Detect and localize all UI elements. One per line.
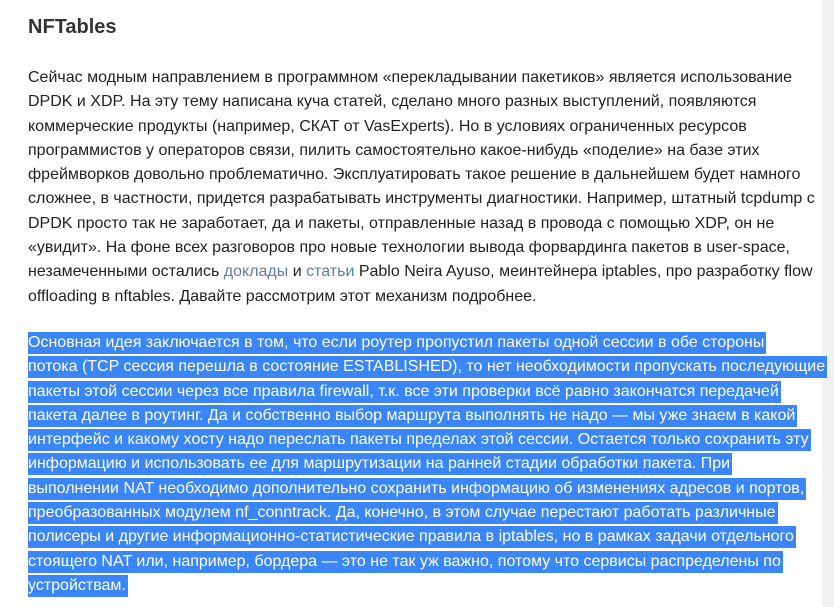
selection-highlight: полисеры и другие информационно-статистические правила в iptables, но в рамках задачи отдельного — [28, 526, 796, 548]
section-title: NFTables — [28, 16, 117, 38]
paragraph-line: программистов у операторов связи, пилить самостоятельно какое-нибудь «поделие» на базе этих — [28, 141, 760, 159]
paragraph-line-with-links — [28, 260, 815, 284]
selected-line — [28, 380, 827, 404]
paragraph-line: коммерческие продукты (например, СКАТ от VasExperts). Но в условиях ограниченных ресурсов — [28, 117, 747, 135]
selected-line — [28, 574, 827, 598]
paragraph-line: DPDK и XDP. На эту тему написана куча статей, сделано много разных выступлений, появляются — [28, 93, 757, 111]
reports-link[interactable]: доклады — [223, 263, 289, 281]
paragraph-line: offloading в nftables. Давайте рассмотрим этот механизм подробнее. — [28, 287, 537, 305]
paragraph-line: фреймворков довольно проблематично. Эксплуатировать такое решение в дальнейшем будет намного — [28, 166, 801, 184]
paragraph-line: DPDK просто так не заработает, да и пакеты, отправленные назад в провода с помощью XDP, он не — [28, 214, 775, 232]
articles-link[interactable]: статьи — [306, 263, 355, 281]
selected-line — [28, 428, 827, 452]
selection-highlight: преобразованных модулем nf_conntrack. Да, конечно, в этом случае перестают работать различные — [28, 502, 778, 524]
selected-line — [28, 550, 827, 574]
text-fragment: незамеченными остались — [28, 263, 224, 281]
text-fragment: Pablo Neira Ayuso, меинтейнера iptables, про разработку flow — [354, 263, 813, 281]
selected-line — [28, 452, 827, 476]
selection-highlight: пакета далее в роутинг. Да и собственно выбор маршрута выполнять не надо — мы уже знаем в какой — [28, 405, 797, 427]
selection-highlight: потока (TCP сессия перешла в состояние ESTABLISHED), то нет необходимости пропускать последующие — [28, 356, 827, 378]
selected-line — [28, 501, 827, 525]
paragraph-line: Сейчас модным направлением в программном «перекладывании пакетиков» является использование — [28, 69, 792, 86]
selected-line — [28, 477, 827, 501]
selection-highlight: пакеты этой сессии через все правила firewall, т.к. все эти проверки всё равно закончатся передачей — [28, 381, 781, 403]
selected-line — [28, 404, 827, 428]
selected-line — [28, 355, 827, 379]
paragraph-line: «увидит». На фоне всех разговоров про новые технологии вывода форвардинга пакетов в user-space, — [28, 239, 790, 257]
selection-highlight: интерфейс и какому хосту надо переслать пакеты пределах этой сессии. Остается только сохранить эту — [28, 429, 811, 451]
paragraph-line: сложнее, в частности, придется разрабатывать инструменты диагностики. Например, штатный tcpdump с — [28, 190, 815, 208]
selection-highlight: устройствам. — [28, 575, 128, 597]
selection-highlight: выполнении NAT необходимо дополнительно сохранить информацию об изменениях адресов и портов, — [28, 478, 806, 500]
selected-line — [28, 331, 827, 355]
selection-highlight: Основная идея заключается в том, что если роутер пропустил пакеты одной сессии в обе стороны — [28, 332, 766, 354]
article — [28, 0, 826, 594]
intro-paragraph — [28, 66, 815, 309]
selected-paragraph — [28, 331, 827, 598]
selected-line — [28, 525, 827, 549]
selection-highlight: стоящего NAT или, например, бордера — это не так уж важно, потому что сервисы распределены по — [28, 551, 783, 573]
selection-highlight: информацию и использовать ее для маршрутизации на ранней стадии обработки пакета. При — [28, 453, 732, 475]
text-fragment: и — [288, 263, 307, 281]
